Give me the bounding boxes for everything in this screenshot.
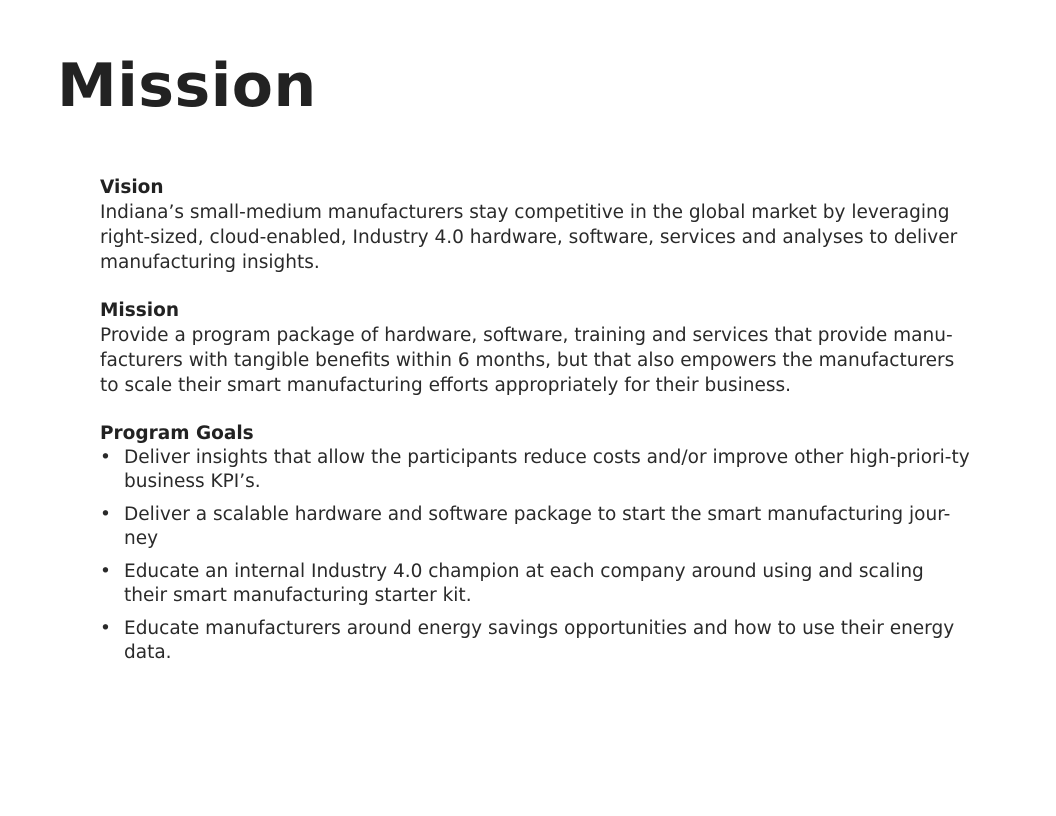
list-item bbox=[100, 560, 970, 608]
goal-text: Educate manufacturers around energy savings opportunities and how to use their energy data. bbox=[124, 618, 955, 663]
mission-heading: Mission bbox=[100, 300, 179, 321]
goals-section bbox=[100, 421, 970, 665]
content-area bbox=[100, 175, 970, 688]
goals-heading: Program Goals bbox=[100, 423, 254, 444]
vision-section bbox=[100, 175, 970, 275]
list-item bbox=[100, 617, 970, 665]
bullet-icon: • bbox=[100, 447, 111, 468]
mission-body: Provide a program package of hardware, software, training and services that provide manu-facturers with tangible benefits within 6 months, but that also empowers the manufacturers to scale their smart manufacturing efforts appropriately for their business. bbox=[100, 325, 955, 396]
mission-section bbox=[100, 298, 970, 398]
list-item bbox=[100, 446, 970, 494]
vision-body: Indiana’s small-medium manufacturers stay competitive in the global market by leveraging right-sized, cloud-enabled, Industry 4.0 hardware, software, services and analyses to deliver manufacturing insights. bbox=[100, 202, 958, 273]
bullet-icon: • bbox=[100, 618, 111, 639]
goal-text: Educate an internal Industry 4.0 champion at each company around using and scaling their smart manufacturing starter kit. bbox=[124, 561, 924, 606]
bullet-icon: • bbox=[100, 504, 111, 525]
page-title: Mission bbox=[57, 51, 317, 121]
goal-text: Deliver a scalable hardware and software package to start the smart manufacturing jour-ney bbox=[124, 504, 951, 549]
goal-text: Deliver insights that allow the participants reduce costs and/or improve other high-priori-ty business KPI’s. bbox=[124, 447, 970, 492]
bullet-icon: • bbox=[100, 561, 111, 582]
goals-list bbox=[100, 446, 970, 665]
vision-heading: Vision bbox=[100, 177, 164, 198]
list-item bbox=[100, 503, 970, 551]
